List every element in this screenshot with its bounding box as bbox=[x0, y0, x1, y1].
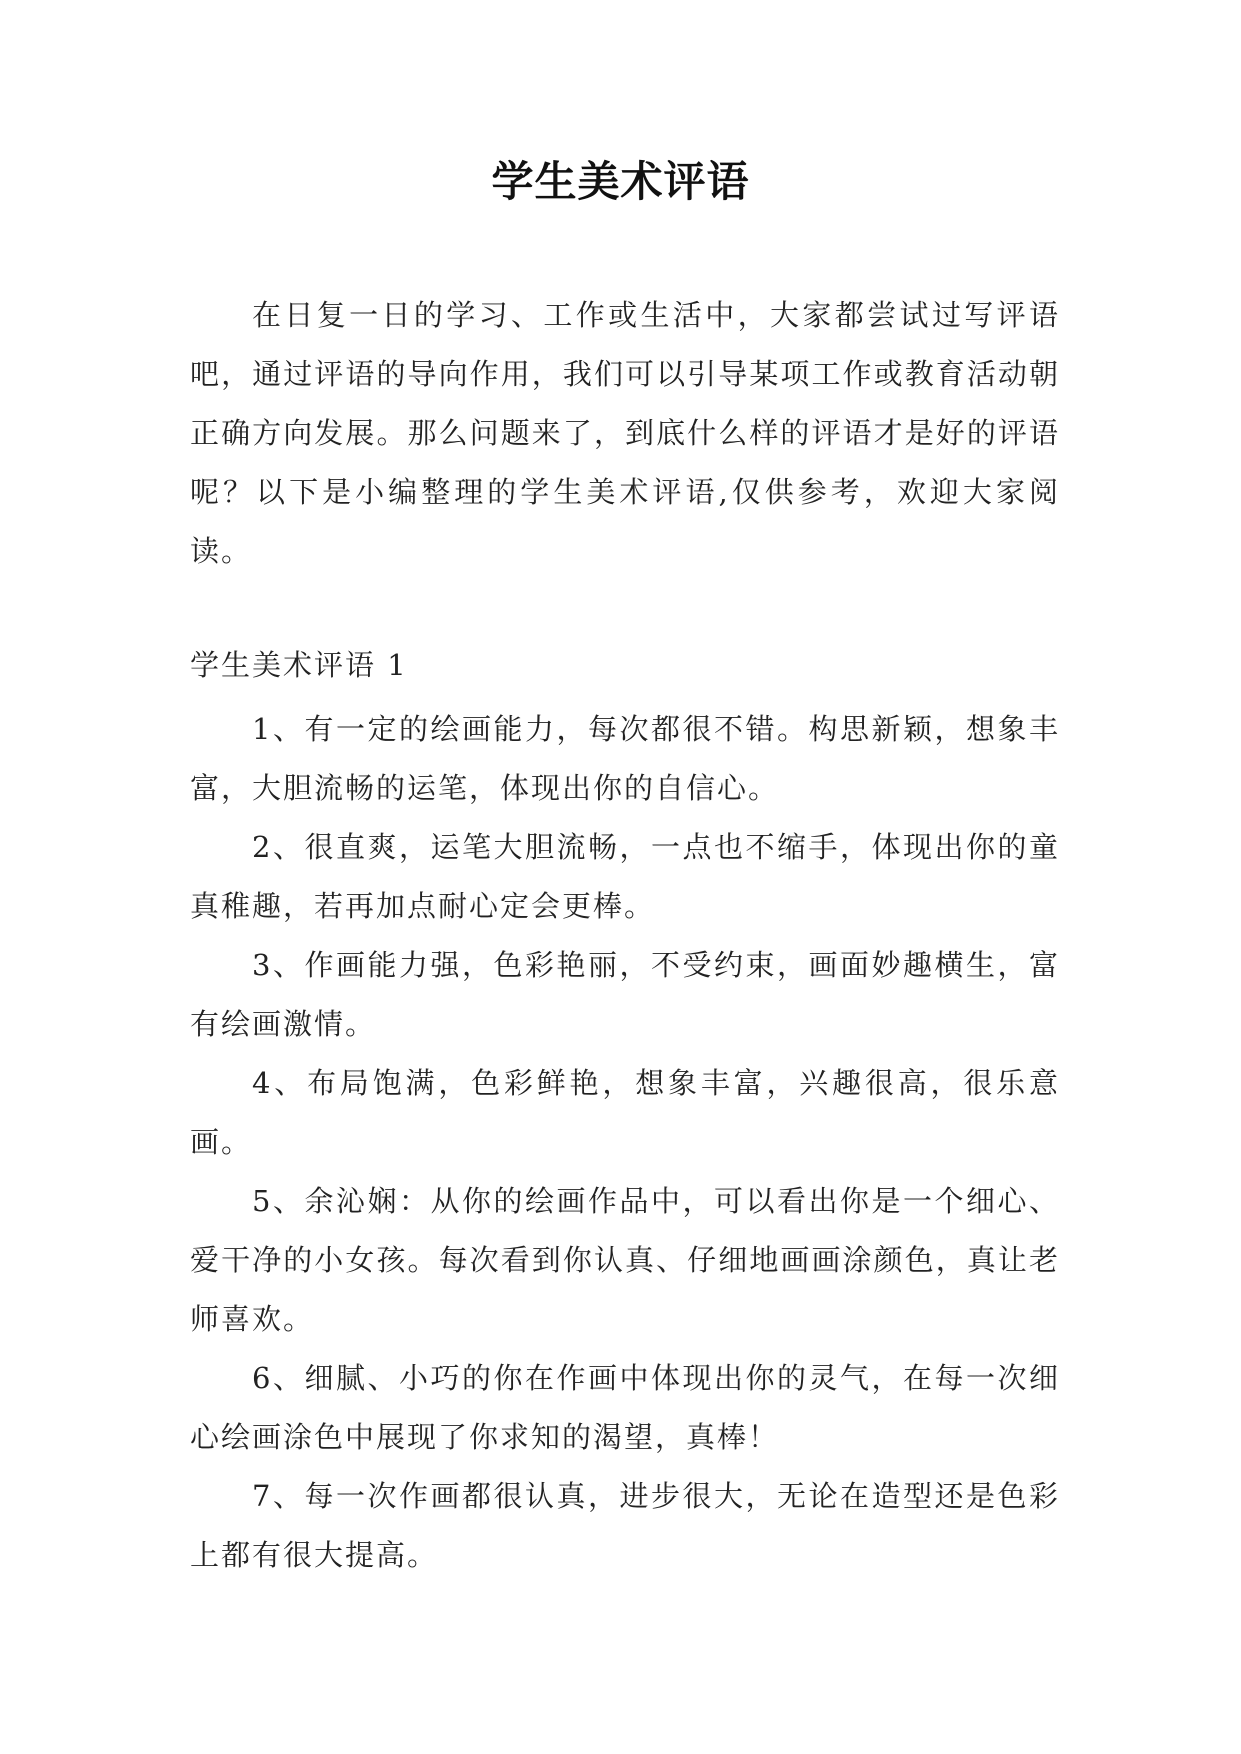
list-item: 5、余沁娴：从你的绘画作品中，可以看出你是一个细心、爱干净的小女孩。每次看到你认真、仔细地画画涂颜色，真让老师喜欢。 bbox=[190, 1184, 1060, 1336]
intro-text: 在日复一日的学习、工作或生活中，大家都尝试过写评语吧，通过评语的导向作用，我们可以引导某项工作或教育活动朝正确方向发展。那么问题来了，到底什么样的评语才是好的评语呢？以下是小编整理的学生美术评语,仅供参考，欢迎大家阅读。 bbox=[190, 298, 1060, 568]
list-item: 1、有一定的绘画能力，每次都很不错。构思新颖，想象丰富，大胆流畅的运笔，体现出你的自信心。 bbox=[190, 712, 1060, 805]
list-item: 4、布局饱满，色彩鲜艳，想象丰富，兴趣很高，很乐意画。 bbox=[190, 1066, 1060, 1159]
list-item: 7、每一次作画都很认真，进步很大，无论在造型还是色彩上都有很大提高。 bbox=[190, 1479, 1060, 1572]
document-title: 学生美术评语 bbox=[491, 157, 750, 206]
list-item: 2、很直爽，运笔大胆流畅，一点也不缩手，体现出你的童真稚趣，若再加点耐心定会更棒。 bbox=[190, 830, 1060, 923]
list-item: 6、细腻、小巧的你在作画中体现出你的灵气，在每一次细心绘画涂色中展现了你求知的渴望，真棒！ bbox=[190, 1361, 1060, 1454]
section-heading: 学生美术评语 1 bbox=[190, 648, 408, 682]
comment-list bbox=[190, 700, 1060, 1585]
intro-paragraph bbox=[190, 286, 1060, 581]
list-item: 3、作画能力强，色彩艳丽，不受约束，画面妙趣横生，富有绘画激情。 bbox=[190, 948, 1060, 1041]
